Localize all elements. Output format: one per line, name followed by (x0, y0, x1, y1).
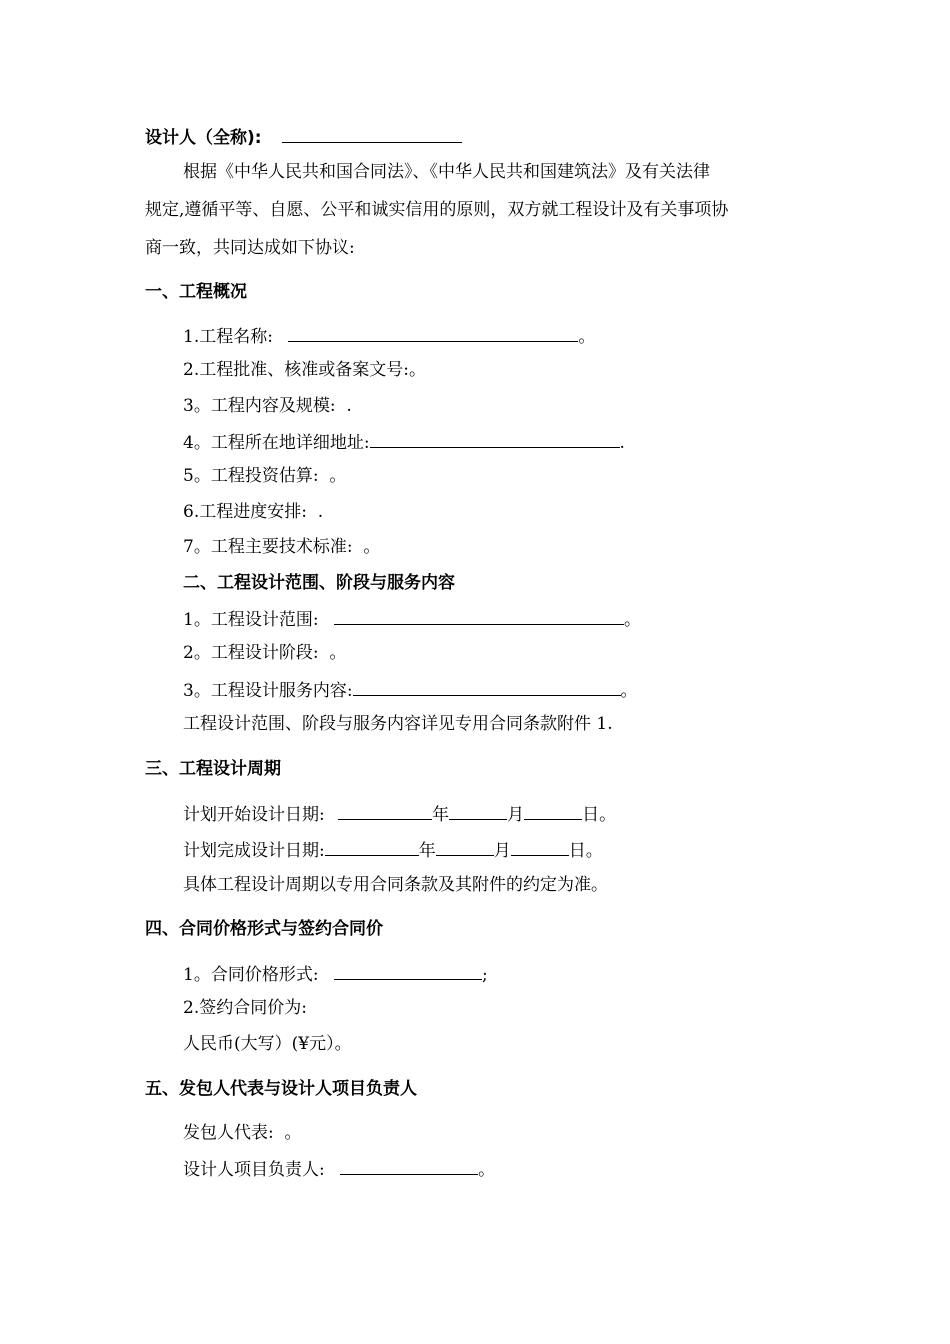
project-manager-end: 。 (478, 1160, 496, 1180)
preamble-line-1: 根据《中华人民共和国合同法》、《中华人民共和国建筑法》及有关法律 (183, 162, 710, 182)
employer-representative-line: 发包人代表: 。 (183, 1123, 302, 1143)
rmb-amount-line: 人民币(大写）(¥元）。 (183, 1034, 352, 1054)
period-note-line: 具体工程设计周期以专用合同条款及其附件的约定为准。 (183, 875, 608, 895)
start-month-unit: 月 (507, 805, 525, 825)
planned-start-label: 计划开始设计日期: (183, 805, 325, 825)
price-form-blank (334, 962, 482, 980)
price-form-label: 1。合同价格形式: (183, 965, 319, 985)
schedule-line: 6.工程进度安排: . (183, 502, 324, 522)
end-month-unit: 月 (493, 841, 511, 861)
project-manager-label: 设计人项目负责人: (183, 1160, 325, 1180)
design-scope-blank (334, 607, 624, 625)
start-day-unit: 日 (582, 805, 600, 825)
design-scope-end: 。 (623, 610, 641, 630)
project-name-line (183, 324, 595, 348)
project-address-blank (370, 430, 620, 448)
start-day-blank (524, 802, 582, 820)
project-manager-blank (340, 1157, 478, 1175)
section-3-heading: 三、工程设计周期 (145, 759, 281, 779)
design-service-end: 。 (620, 681, 638, 701)
end-year-unit: 年 (418, 841, 436, 861)
approval-number-line: 2.工程批准、核准或备案文号:。 (183, 360, 426, 380)
section-5-heading: 五、发包人代表与设计人项目负责人 (145, 1079, 417, 1099)
start-year-blank (338, 802, 432, 820)
planned-end-label: 计划完成设计日期: (183, 841, 325, 861)
investment-estimate-line: 5。工程投资估算: 。 (183, 466, 347, 486)
design-stage-line: 2。工程设计阶段: 。 (183, 643, 347, 663)
project-address-label: 4。工程所在地详细地址: (183, 433, 370, 453)
design-scope-line (183, 607, 641, 631)
section-1-heading: 一、工程概况 (145, 282, 247, 302)
designer-name-line (145, 125, 462, 149)
planned-end-date-line (183, 838, 603, 862)
start-month-blank (449, 802, 507, 820)
project-address-line (183, 430, 625, 454)
designer-name-blank (282, 125, 462, 143)
design-service-label: 3。工程设计服务内容: (183, 681, 353, 701)
start-date-end: 。 (599, 805, 617, 825)
design-scope-label: 1。工程设计范围: (183, 610, 319, 630)
project-name-label: 1.工程名称: (183, 327, 273, 347)
end-date-end: 。 (585, 841, 603, 861)
project-name-blank (288, 324, 578, 342)
end-day-unit: 日 (568, 841, 586, 861)
preamble-line-3: 商一致，共同达成如下协议: (145, 238, 355, 258)
project-manager-line (183, 1157, 495, 1181)
designer-name-label: 设计人（全称): (145, 128, 262, 148)
end-day-blank (511, 838, 569, 856)
price-form-end: ; (481, 965, 488, 985)
project-address-end: . (619, 433, 625, 453)
start-year-unit: 年 (432, 805, 450, 825)
preamble-line-2: 规定,遵循平等、自愿、公平和诚实信用的原则，双方就工程设计及有关事项协 (145, 200, 729, 220)
end-month-blank (436, 838, 494, 856)
section-2-heading: 二、工程设计范围、阶段与服务内容 (183, 573, 455, 593)
planned-start-date-line (183, 802, 616, 826)
design-service-blank (353, 678, 621, 696)
contract-price-line: 2.签约合同价为: (183, 998, 307, 1018)
content-scale-line: 3。工程内容及规模: . (183, 396, 352, 416)
end-year-blank (325, 838, 419, 856)
project-name-end: 。 (578, 327, 596, 347)
technical-standard-line: 7。工程主要技术标准: 。 (183, 537, 381, 557)
scope-note-line: 工程设计范围、阶段与服务内容详见专用合同条款附件 1. (183, 714, 613, 734)
design-service-line (183, 678, 638, 702)
section-4-heading: 四、合同价格形式与签约合同价 (145, 919, 383, 939)
price-form-line (183, 962, 488, 986)
